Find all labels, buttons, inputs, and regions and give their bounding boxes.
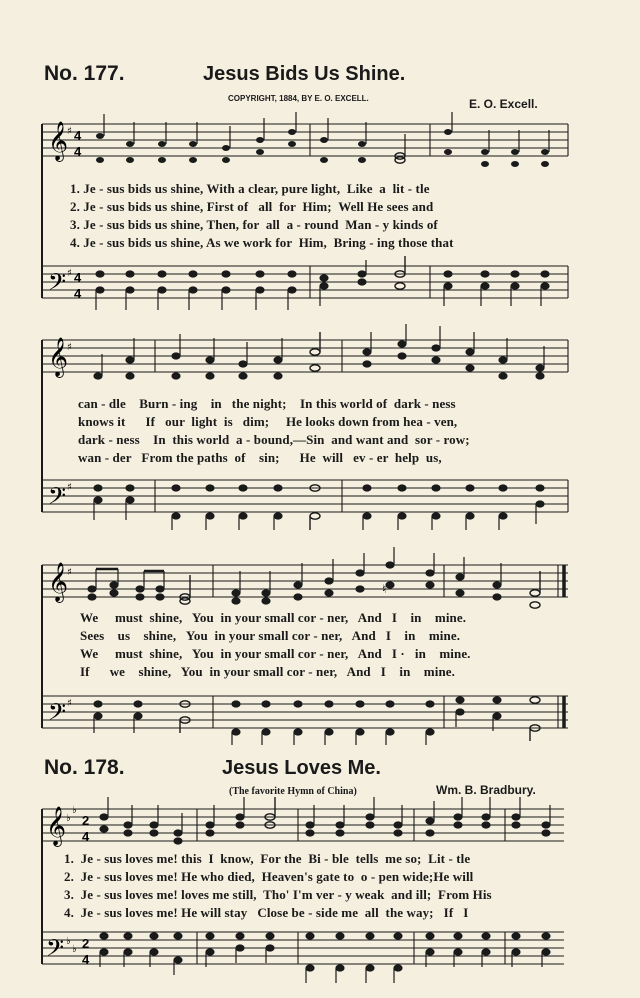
verse-4-line: If we shine, You in your small cor - ner, And I in mine. — [80, 664, 455, 679]
svg-text:♯: ♯ — [67, 482, 72, 493]
verse-1-line: can - dle Burn - ing in the night; In this world of dark - ness — [78, 396, 456, 411]
verse-1-line: We must shine, You in your small cor - ner, And I in mine. — [80, 610, 467, 625]
svg-text:♯: ♯ — [67, 126, 72, 137]
svg-text:4: 4 — [74, 144, 82, 159]
verse-1-line: 1. Je - sus loves me! this I know, For the Bi - ble tells me so; Lit - tle — [64, 851, 471, 866]
svg-text:𝄢: 𝄢 — [48, 698, 67, 731]
svg-text:4: 4 — [74, 270, 82, 285]
treble-clef-icon: 𝄞 — [48, 121, 69, 161]
svg-text:♯: ♯ — [67, 342, 72, 353]
svg-text:♯: ♯ — [67, 698, 72, 709]
svg-text:𝄞: 𝄞 — [48, 562, 69, 602]
verse-2-line: Sees us shine, You in your small cor - ner, And I in mine. — [80, 628, 461, 643]
svg-text:2: 2 — [82, 813, 90, 828]
copyright-line: COPYRIGHT, 1884, BY E. O. EXCELL. — [228, 94, 369, 103]
verse-4-line: wan - der From the paths of sin; He will ev - er help us, — [78, 450, 442, 465]
svg-text:𝄢: 𝄢 — [46, 934, 65, 967]
hymn-number: No. 178. — [44, 756, 125, 779]
hymn-title: Jesus Loves Me. — [222, 757, 381, 779]
bass-clef-icon: 𝄢 — [48, 268, 67, 301]
verse-2-line: knows it If our light is dim; He looks down from hea - ven, — [78, 414, 458, 429]
music-system-2 — [0, 330, 640, 530]
verse-3-line: We must shine, You in your small cor - ner, And I · in mine. — [80, 646, 471, 661]
svg-text:♭: ♭ — [72, 805, 77, 816]
composer-credit: E. O. Excell. — [469, 97, 538, 111]
svg-text:𝄢: 𝄢 — [48, 482, 67, 515]
verse-2-line: 2. Je - sus loves me! He who died, Heaven's gate to o - pen wide;He will — [64, 869, 474, 884]
hymn-subtitle: (The favorite Hymn of China) — [229, 786, 357, 797]
verse-4-line: 4. Je - sus bids us shine, As we work for Him, Bring - ing those that — [70, 235, 454, 250]
verse-1-line: 1. Je - sus bids us shine, With a clear, pure light, Like a lit - tle — [70, 181, 430, 196]
verse-3-line: 3. Je - sus loves me! loves me still, Tho' I'm ver - y weak and ill; From His — [64, 887, 492, 902]
svg-text:4: 4 — [74, 128, 82, 143]
svg-text:♯: ♯ — [67, 567, 72, 578]
composer-credit: Wm. B. Bradbury. — [436, 783, 536, 797]
svg-text:♭: ♭ — [66, 936, 71, 947]
svg-text:♭: ♭ — [72, 944, 77, 955]
verse-4-line: 4. Je - sus loves me! He will stay Close be - side me all the way; If I — [64, 905, 469, 920]
verse-3-line: dark - ness In this world a - bound,—Sin and want and sor - row; — [78, 432, 470, 447]
svg-text:4: 4 — [74, 286, 82, 301]
svg-text:𝄞: 𝄞 — [48, 337, 69, 377]
svg-text:♭: ♭ — [66, 813, 71, 824]
svg-text:𝄞: 𝄞 — [46, 806, 67, 846]
hymn-number: No. 177. — [44, 62, 125, 85]
svg-text:4: 4 — [82, 952, 90, 967]
verse-2-line: 2. Je - sus bids us shine, First of all for Him; Well He sees and — [70, 199, 434, 214]
svg-text:2: 2 — [82, 936, 90, 951]
svg-text:♯: ♯ — [67, 268, 72, 279]
svg-text:♮: ♮ — [382, 582, 387, 596]
verse-3-line: 3. Je - sus bids us shine, Then, for all a - round Man - y kinds of — [70, 217, 438, 232]
hymn-title: Jesus Bids Us Shine. — [203, 63, 406, 85]
svg-text:4: 4 — [82, 829, 90, 844]
